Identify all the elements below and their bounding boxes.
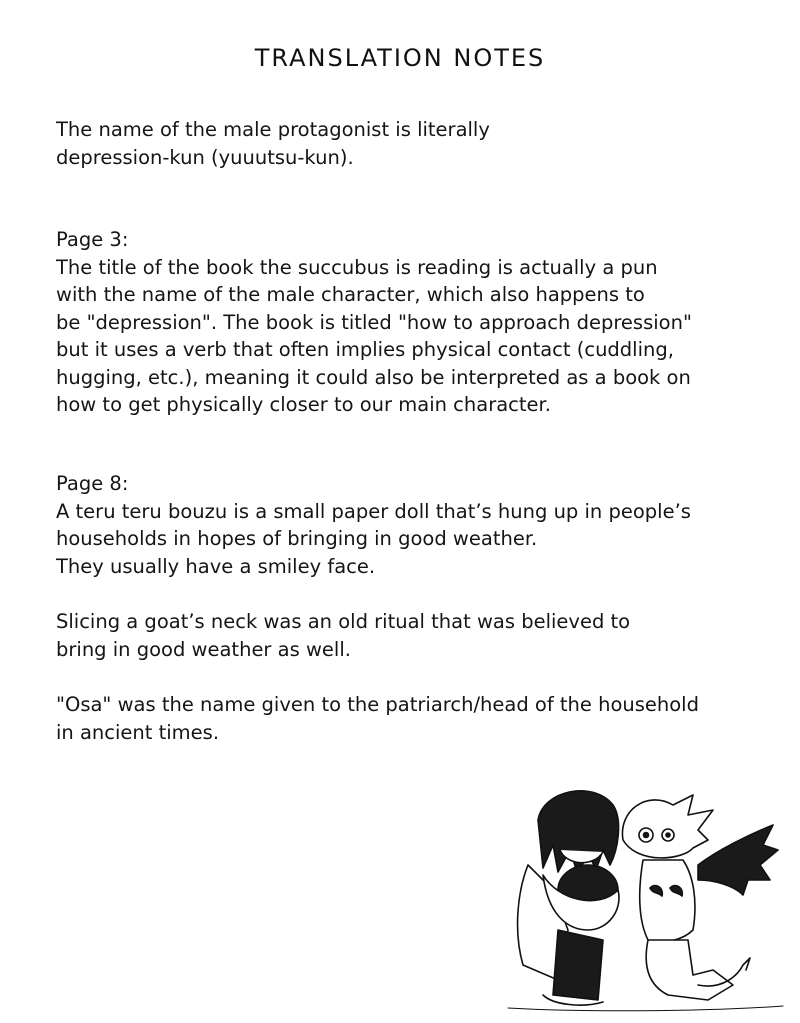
page-title: TRANSLATION NOTES bbox=[254, 44, 546, 72]
osa-line: "Osa" was the name given to the patriarch/head of the household bbox=[56, 693, 699, 716]
page-3-line: how to get physically closer to our main character. bbox=[56, 393, 551, 416]
intro-note bbox=[56, 116, 776, 171]
girl-wing bbox=[698, 825, 778, 895]
page-3-heading: Page 3: bbox=[56, 228, 129, 251]
page-8-line: households in hopes of bringing in good weather. bbox=[56, 527, 538, 550]
boy-legs bbox=[553, 930, 603, 1000]
goat-line: bring in good weather as well. bbox=[56, 637, 351, 661]
page-3-line: The title of the book the succubus is reading is actually a pun bbox=[56, 255, 658, 279]
page-3-line: hugging, etc.), meaning it could also be interpreted as a book on bbox=[56, 365, 691, 389]
intro-line: The name of the male protagonist is literally bbox=[56, 118, 490, 141]
osa-line: in ancient times. bbox=[56, 720, 220, 744]
page-8-line: They usually have a smiley face. bbox=[56, 554, 376, 578]
chibi-illustration bbox=[498, 780, 788, 1015]
page-3-note bbox=[56, 226, 776, 419]
girl-hair bbox=[622, 795, 713, 858]
girl-body bbox=[640, 860, 695, 942]
page-3-line: with the name of the male character, which also happens to bbox=[56, 283, 645, 306]
goat-ritual-note bbox=[56, 608, 776, 663]
page-8-line: A teru teru bouzu is a small paper doll that’s hung up in people’s bbox=[56, 499, 691, 523]
page-8-note bbox=[56, 470, 776, 580]
page-8-heading: Page 8: bbox=[56, 472, 129, 495]
page-3-line: but it uses a verb that often implies physical contact (cuddling, bbox=[56, 338, 674, 361]
goat-line: Slicing a goat’s neck was an old ritual that was believed to bbox=[56, 610, 631, 633]
osa-note bbox=[56, 691, 776, 746]
intro-line: depression-kun (yuuutsu-kun). bbox=[56, 145, 354, 169]
page-3-line: be "depression". The book is titled "how to approach depression" bbox=[56, 310, 692, 334]
girl-legs bbox=[646, 940, 733, 1000]
